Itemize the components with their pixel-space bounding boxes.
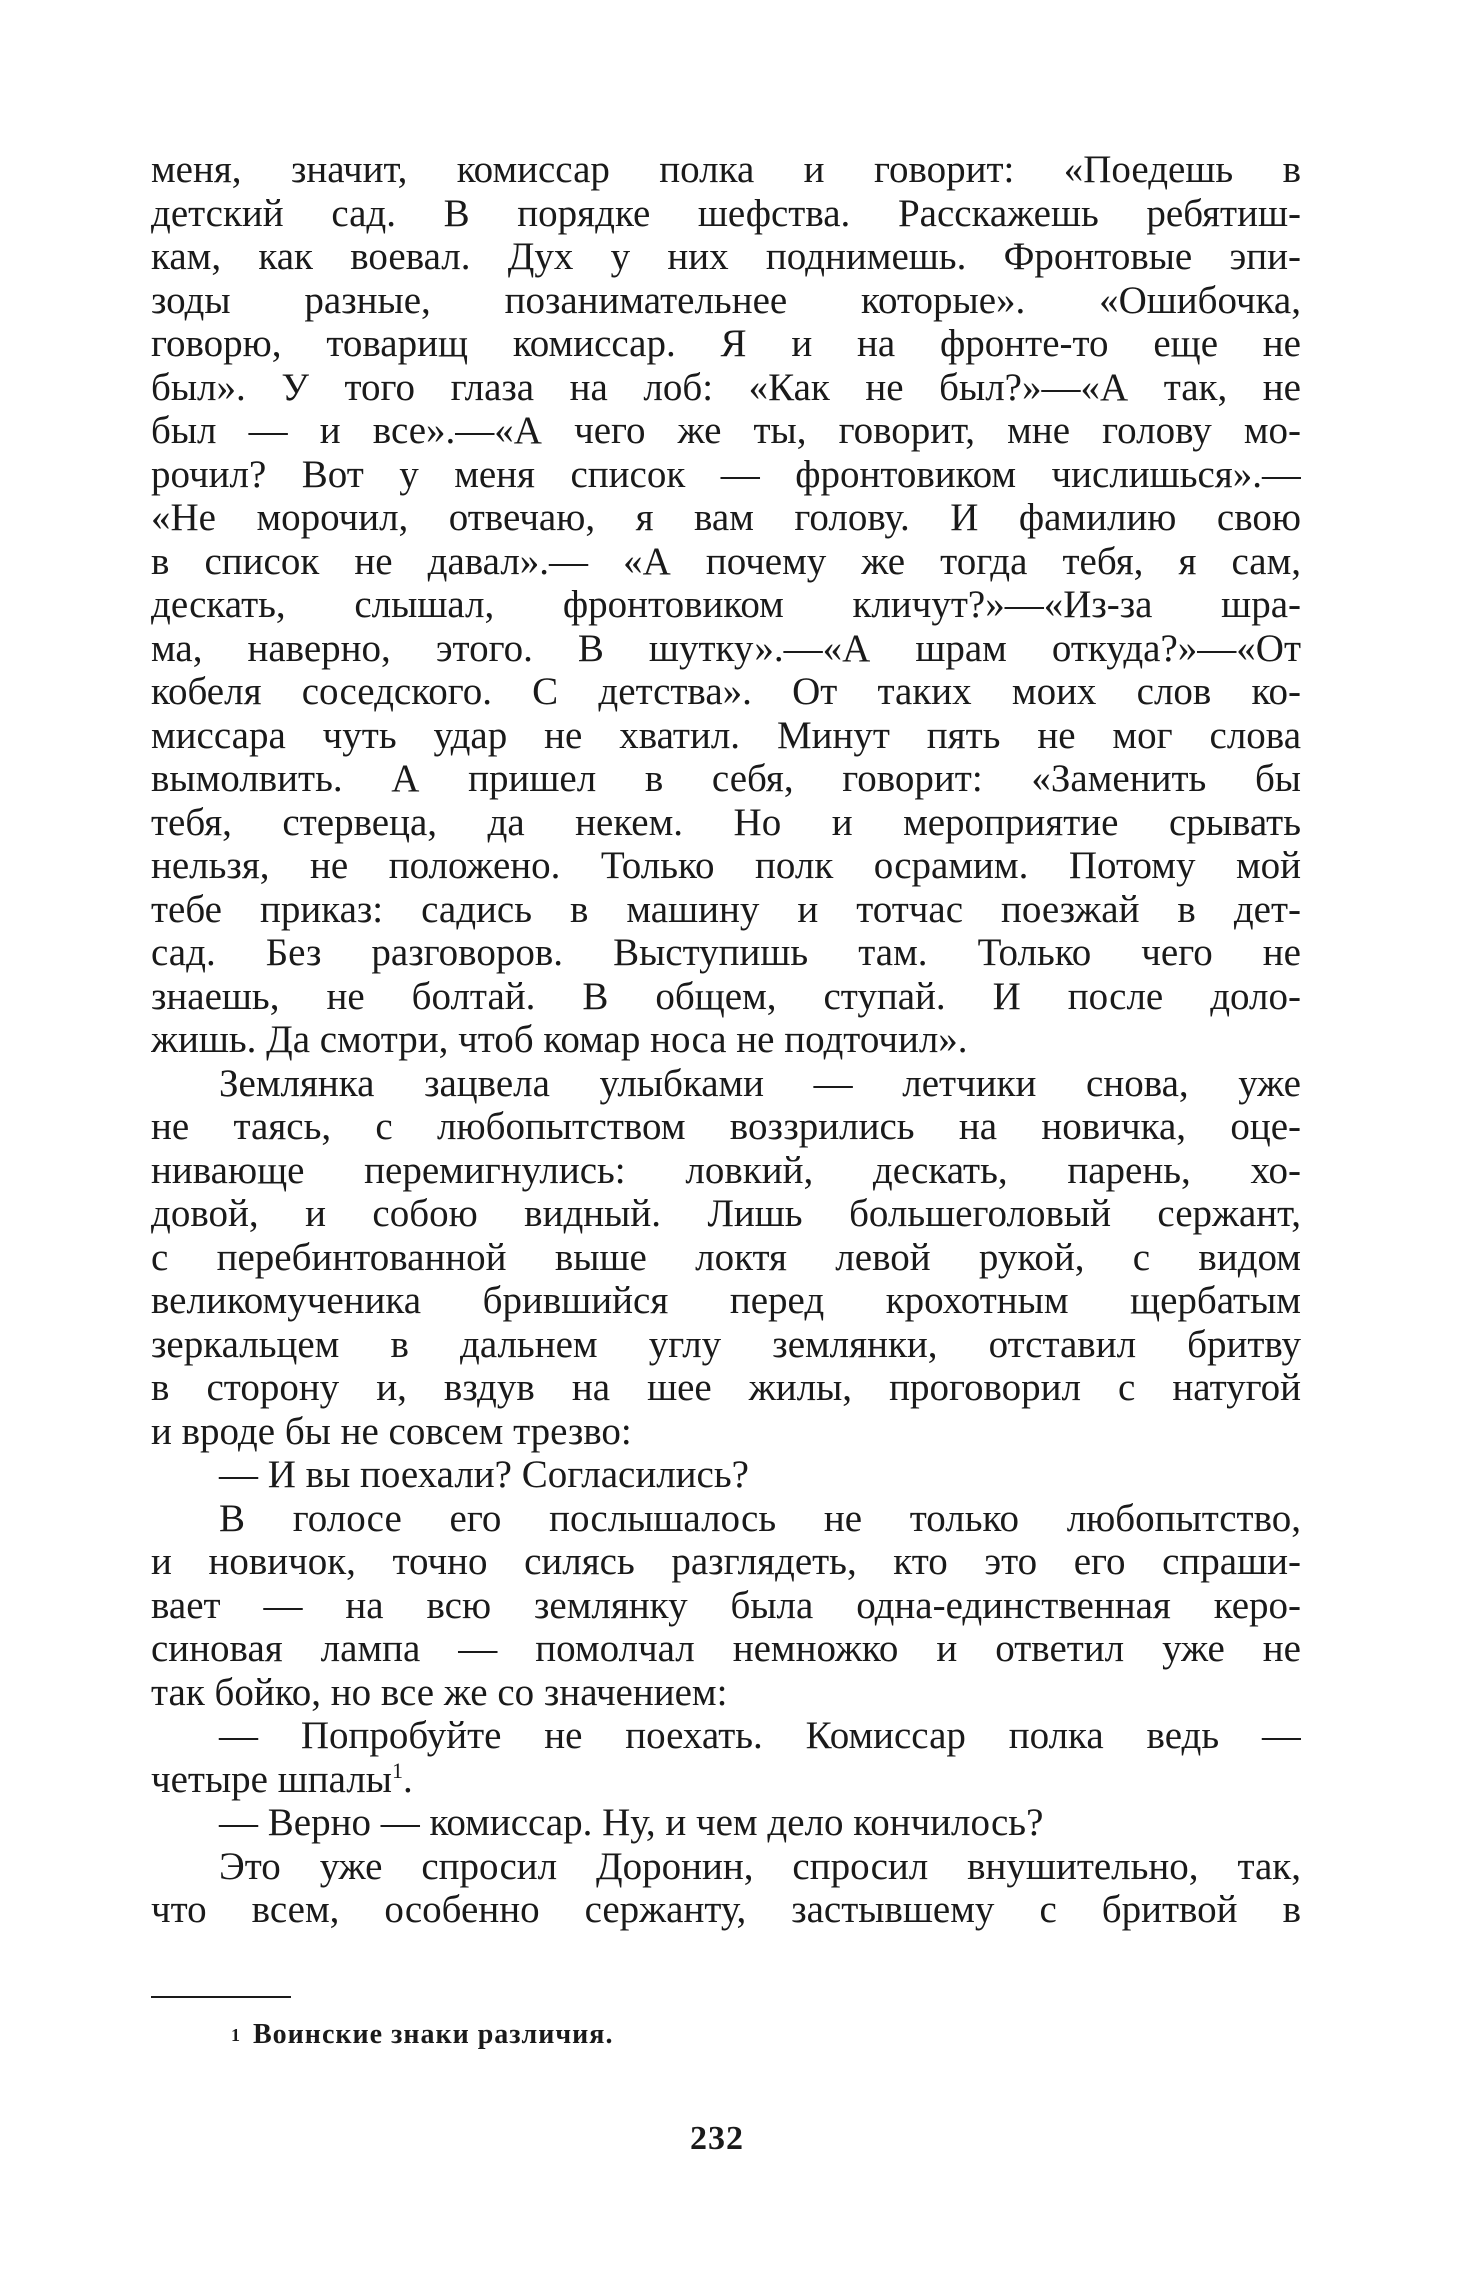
text-line: в список не давал».— «А почему же тогда тебя, я сам, [151,539,1301,583]
dialogue-line: — Верно — комиссар. Ну, и чем дело кончилось? [219,1801,1044,1844]
footnote-mark: 1 [231,2025,241,2045]
paragraph-start: Это уже спросил Доронин, спросил внушительно, так, [219,1844,1301,1888]
text-line: рочил? Вот у меня список — фронтовиком числишься».— [151,452,1301,496]
text-line: синовая лампа — помолчал немножко и ответил уже не [151,1627,1301,1670]
footnote-reference: 1 [391,1757,403,1783]
text-line: нельзя, не положено. Только полк осрамим. Потому мой [151,844,1301,887]
text-line: «Не морочил, отвечаю, я вам голову. И фамилию свою [151,496,1301,539]
paragraph-start: В голосе его послышалось не только любопытство, [219,1496,1301,1540]
text-line: тебя, стервеца, да некем. Но и мероприятие срывать [151,800,1301,844]
footnote [151,2018,613,2052]
text-line: великомученика брившийся перед крохотным щербатым [151,1279,1301,1322]
footnote-text: Воинские знаки различия. [253,2019,614,2050]
text-line: так бойко, но все же со значением: [151,1670,728,1714]
text-line: жишь. Да смотри, чтоб комар носа не подточил». [151,1018,968,1061]
text-line: меня, значит, комиссар полка и говорит: «Поедешь в [151,148,1301,191]
text-line: был — и все».—«А чего же ты, говорит, мне голову мо- [151,409,1301,452]
text-line: довой, и собою видный. Лишь большеголовый сержант, [151,1192,1301,1235]
text-line: дескать, слышал, фронтовиком кличут?»—«Из-за шра- [151,583,1301,626]
text-line: зоды разные, позанимательнее которые». «Ошибочка, [151,278,1301,322]
text-line: миссара чуть удар не хватил. Минут пять не мог слова [151,713,1301,757]
dialogue-line: — Попробуйте не поехать. Комиссар полка ведь — [219,1714,1301,1757]
page-body [151,148,1301,1932]
text-line: нивающе перемигнулись: ловкий, дескать, парень, хо- [151,1148,1301,1192]
page-number: 232 [690,2120,744,2157]
text-line: говорю, товарищ комиссар. Я и на фронте-то еще не [151,322,1301,365]
text-line: сад. Без разговоров. Выступишь там. Только чего не [151,931,1301,974]
text-line: кобеля соседского. С детства». От таких моих слов ко- [151,670,1301,713]
text-line: не таясь, с любопытством воззрились на новичка, оце- [151,1105,1301,1148]
text-line: с перебинтованной выше локтя левой рукой, с видом [151,1235,1301,1279]
text-line: в сторону и, вздув на шее жилы, проговорил с натугой [151,1366,1301,1409]
text-line: и вроде бы не совсем трезво: [151,1409,632,1453]
paragraph-start: Землянка зацвела улыбками — летчики снова, уже [219,1061,1301,1105]
text-line: вает — на всю землянку была одна-единственная керо- [151,1583,1301,1627]
text-line: был». У того глаза на лоб: «Как не был?»—«А так, не [151,365,1301,409]
text-line: детский сад. В порядке шефства. Расскажешь ребятиш- [151,191,1301,235]
text-line: зеркальцем в дальнем углу землянки, отставил бритву [151,1322,1301,1366]
text-line: кам, как воевал. Дух у них поднимешь. Фронтовые эпи- [151,235,1301,278]
text-line: вымолвить. А пришел в себя, говорит: «Заменить бы [151,757,1301,800]
text-line: тебе приказ: садись в машину и тотчас поезжай в дет- [151,887,1301,931]
text-line: знаешь, не болтай. В общем, ступай. И после доло- [151,974,1301,1018]
dialogue-line: — И вы поехали? Согласились? [219,1453,749,1496]
footnote-reference-suffix: . [402,1757,413,1801]
text-line: и новичок, точно силясь разглядеть, кто это его спраши- [151,1540,1301,1583]
footnote-divider [151,1996,291,1998]
text-line [151,1758,1301,1802]
text-line: ма, наверно, этого. В шутку».—«А шрам откуда?»—«От [151,626,1301,670]
text-line-content: четыре шпалы [151,1757,392,1801]
text-line: что всем, особенно сержанту, застывшему с бритвой в [151,1888,1301,1931]
